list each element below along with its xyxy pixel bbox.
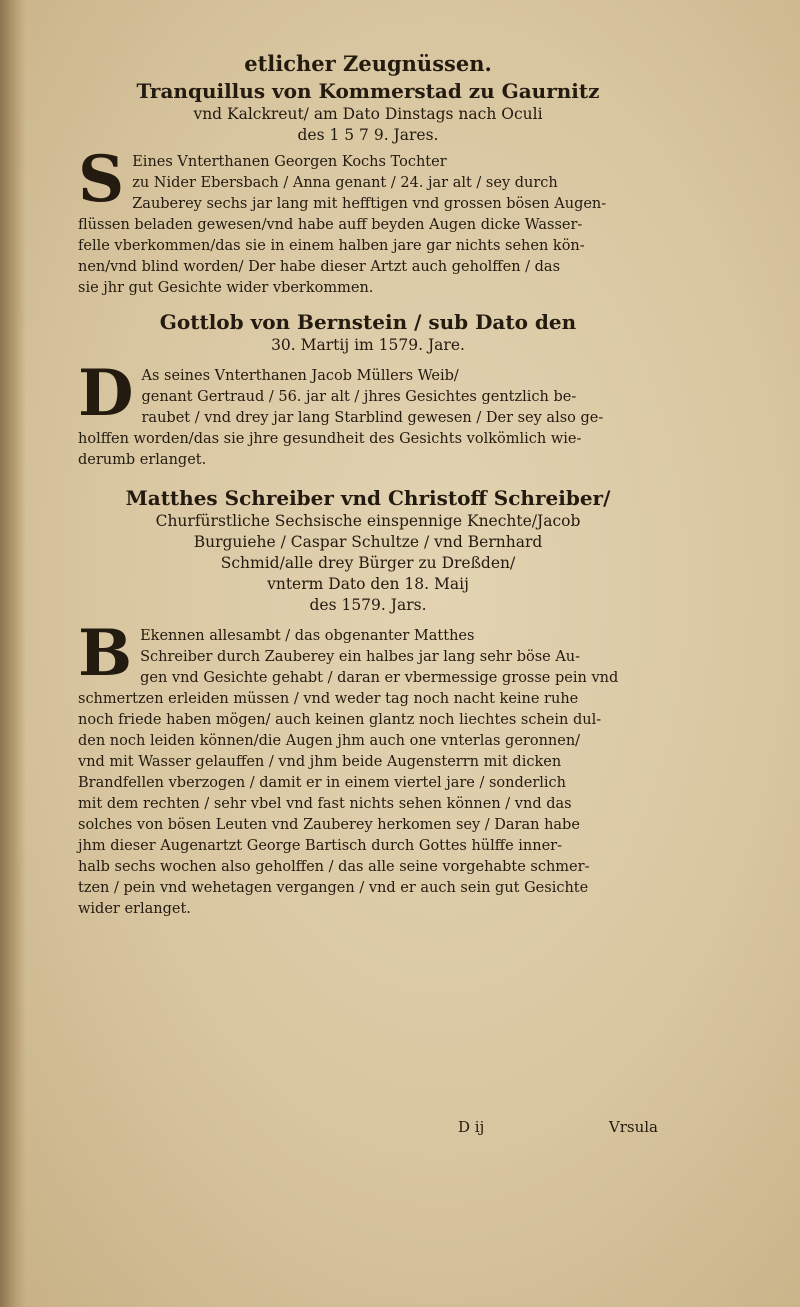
section-1-title-line-2: vnd Kalckreut/ am Dato Dinstags nach Oculi [193, 105, 543, 123]
section-3-line-9: mit dem rechten / sehr vbel vnd fast nichts sehen können / vnd das [78, 796, 572, 812]
page-gutter-shadow [0, 0, 26, 1307]
section-3-line-8: Brandfellen vberzogen / damit er in einem viertel jare / sonderlich [78, 775, 567, 791]
section-3-line-5: noch friede haben mögen/ auch keinen glantz noch liechtes schein dul- [78, 712, 602, 728]
section-1-line-1: Eines Vnterthanen Georgen Kochs Tochter [132, 154, 447, 170]
section-3-title-line-3: Burguiehe / Caspar Schultze / vnd Bernhard [193, 533, 543, 551]
section-3-title-line-1: Matthes Schreiber vnd Christoff Schreiber/ [125, 486, 611, 510]
section-1-title-line-3: des 1 5 7 9. Jares. [297, 126, 439, 144]
section-3-line-14: wider erlanget. [78, 901, 191, 917]
section-2-line-3: raubet / vnd drey jar lang Starblind gewesen / Der sey also ge- [141, 410, 604, 426]
section-2-paragraph [78, 356, 658, 471]
section-1-line-4: flüssen beladen gewesen/vnd habe auff beyden Augen dicke Wasser- [78, 217, 583, 233]
section-3-line-2: Schreiber durch Zauberey ein halbes jar lang sehr böse Au- [140, 649, 581, 665]
section-3-line-11: jhm dieser Augenartzt George Bartisch durch Gottes hülffe inner- [78, 838, 563, 854]
section-3-dropcap: B [78, 616, 133, 691]
section-3-line-7: vnd mit Wasser gelauffen / vnd jhm beide Augensterrn mit dicken [78, 754, 562, 770]
section-2-line-1: As seines Vnterthanen Jacob Müllers Weib/ [141, 368, 459, 384]
section-1-dropcap: S [78, 142, 125, 217]
section-3-line-1: Ekennen allesambt / das obgenanter Matthes [140, 628, 475, 644]
text-block [78, 50, 658, 920]
section-3-line-3: gen vnd Gesichte gehabt / daran er vbermessige grosse pein vnd [140, 670, 619, 686]
section-2-title-line-1: Gottlob von Bernstein / sub Dato den [159, 310, 577, 334]
section-3-title-line-5: vnterm Dato den 18. Maij [267, 575, 469, 593]
signature-mark: D ij [458, 1118, 485, 1136]
section-1-line-2: zu Nider Ebersbach / Anna genant / 24. jar alt / sey durch [132, 175, 558, 191]
section-3-line-4: schmertzen erleiden müssen / vnd weder tag noch nacht keine ruhe [78, 691, 579, 707]
section-1-paragraph [78, 142, 658, 299]
section-1-line-6: nen/vnd blind worden/ Der habe dieser Artzt auch geholffen / das [78, 259, 561, 275]
section-2-line-2: genant Gertraud / 56. jar alt / jhres Gesichtes gentzlich be- [141, 389, 577, 405]
catchword: Vrsula [608, 1118, 658, 1136]
section-3-title-line-4: Schmid/alle drey Bürger zu Dreßden/ [220, 554, 516, 572]
section-3-title-line-2: Churfürstliche Sechsische einspennige Knechte/Jacob [155, 512, 581, 530]
page-heading: etlicher Zeugnüssen. [244, 51, 492, 76]
section-3-title-line-6: des 1579. Jars. [309, 596, 427, 614]
section-3-line-10: solches von bösen Leuten vnd Zauberey herkomen sey / Daran habe [78, 817, 580, 833]
section-1-line-7: sie jhr gut Gesichte wider vberkommen. [78, 280, 374, 296]
section-3-paragraph [78, 616, 658, 920]
section-2-line-5: derumb erlanget. [78, 452, 207, 468]
section-1-title-line-1: Tranquillus von Kommerstad zu Gaurnitz [136, 79, 600, 103]
section-3-line-12: halb sechs wochen also geholffen / das alle seine vorgehabte schmer- [78, 859, 590, 875]
section-1-line-3: Zauberey sechs jar lang mit hefftigen vnd grossen bösen Augen- [132, 196, 607, 212]
section-2-line-4: holffen worden/das sie jhre gesundheit des Gesichts volkömlich wie- [78, 431, 582, 447]
section-3-line-13: tzen / pein vnd wehetagen vergangen / vnd er auch sein gut Gesichte [78, 880, 589, 896]
page-footer [78, 1118, 658, 1142]
section-2-title-line-2: 30. Martij im 1579. Jare. [271, 336, 465, 354]
section-2-dropcap: D [78, 356, 134, 431]
section-3-line-6: den noch leiden können/die Augen jhm auch one vnterlas geronnen/ [78, 733, 581, 749]
section-1-line-5: felle vberkommen/das sie in einem halben jare gar nichts sehen kön- [78, 238, 585, 254]
